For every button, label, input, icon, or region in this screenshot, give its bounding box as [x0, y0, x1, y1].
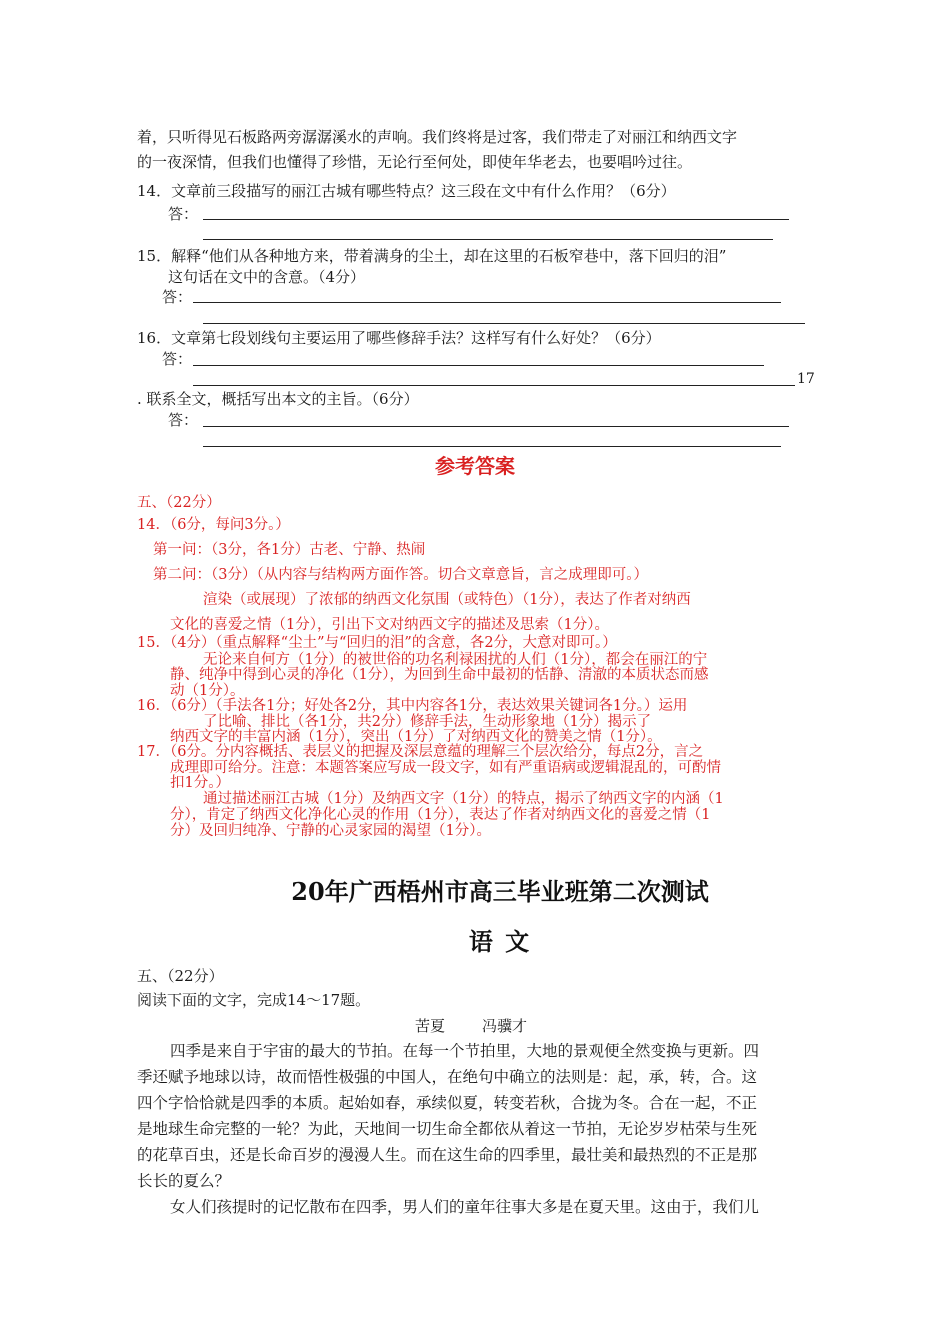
answer-16-text: 纳西文字的丰富内涵（1分），突出（1分）了对纳西文化的赞美之情（1分）。 [170, 729, 662, 745]
exam-title: 20年广西梧州市高三毕业班第二次测试 [291, 877, 709, 906]
answer-line[interactable] [203, 239, 773, 240]
answer-14-q2-text: 文化的喜爱之情（1分），引出下文对纳西文字的描述及思索（1分）。 [170, 617, 609, 633]
exam-subject: 语 文 [468, 927, 532, 956]
section-label: 五、（22分） [137, 967, 224, 985]
answer-label: 答： [162, 288, 193, 306]
passage-line: 的一夜深情，但我们也懂得了珍惜，无论行至何处，即使年华老去，也要唱吟过往。 [137, 153, 693, 171]
article-paragraph: 的花草百虫，还是长命百岁的漫漫人生。而在这生命的四季里，最壮美和最热烈的不正是那 [137, 1146, 758, 1164]
article-paragraph: 四季是来自于宇宙的最大的节拍。在每一个节拍里，大地的景观便全然变换与更新。四 [170, 1042, 760, 1060]
article-paragraph: 季还赋予地球以诗，故而悟性极强的中国人，在绝句中确立的法则是：起，承，转，合。这 [137, 1068, 758, 1086]
answer-15-text: 静、纯净中得到心灵的净化（1分），为回到生命中最初的恬静、清澈的本质状态而感 [170, 667, 709, 683]
answer-line[interactable] [193, 365, 764, 366]
answer-17-text: 分）及回归纯净、宁静的心灵家园的渴望（1分）。 [170, 823, 491, 839]
article-paragraph: 长长的夏么？ [137, 1172, 231, 1190]
answer-14-head: 14．（6分，每问3分。） [137, 517, 290, 533]
answers-section: 五、（22分） [137, 495, 221, 511]
answer-line[interactable] [193, 385, 795, 386]
article-paragraph: 女人们孩提时的记忆散布在四季，男人们的童年往事大多是在夏天里。这由于，我们儿 [170, 1198, 760, 1216]
answer-14-q2-text: 渲染（或展现）了浓郁的纳西文化氛围（或特色）（1分），表达了作者对纳西 [203, 592, 691, 608]
article-author: 冯骥才 [482, 1017, 528, 1035]
article-paragraph: 是地球生命完整的一轮？为此，天地间一切生命全都依从着这一节拍，无论岁岁枯荣与生死 [137, 1120, 758, 1138]
answer-17-text: 分），肯定了纳西文化净化心灵的作用（1分），表达了作者对纳西文化的喜爱之情（1 [170, 807, 711, 823]
answer-line[interactable] [203, 426, 789, 427]
answer-line[interactable] [203, 323, 805, 324]
answer-17-text: 通过描述丽江古城（1分）及纳西文字（1分）的特点，揭示了纳西文字的内涵（1 [203, 791, 724, 807]
passage-line: 着，只听得见石板路两旁潺潺溪水的声响。我们终将是过客，我们带走了对丽江和纳西文字 [137, 128, 738, 146]
answer-14-q1: 第一问：（3分，各1分）古老、宁静、热闹 [153, 542, 426, 558]
article-paragraph: 四个字恰恰就是四季的本质。起始如春，承续似夏，转变若秋，合拢为冬。合在一起，不正 [137, 1094, 758, 1112]
article-title: 苦夏 [415, 1017, 446, 1035]
answer-line[interactable] [193, 302, 781, 303]
question-15: 15．解释“他们从各种地方来，带着满身的尘土，却在这里的石板窄巷中，落下回归的泪” [137, 247, 727, 265]
answer-16-head: 16．（6分）（手法各1分；好处各2分，其中内容各1分，表达效果关键词各1分。）运用 [137, 698, 688, 714]
answer-line[interactable] [203, 446, 781, 447]
answer-16-text: 了比喻、排比（各1分，共2分）修辞手法，生动形象地（1分）揭示了 [203, 714, 652, 730]
answer-15-text: 无论来自何方（1分）的被世俗的功名利禄困扰的人们（1分），都会在丽江的宁 [203, 652, 708, 668]
answers-heading: 参考答案 [435, 454, 515, 478]
question-16: 16．文章第七段划线句主要运用了哪些修辞手法？这样写有什么好处？（6分） [137, 329, 661, 347]
question-14: 14．文章前三段描写的丽江古城有哪些特点？这三段在文中有什么作用？（6分） [137, 182, 676, 200]
answer-17-head: 17．（6分。分内容概括、表层义的把握及深层意蕴的理解三个层次给分，每点2分，言之 [137, 744, 704, 760]
answer-line[interactable] [203, 219, 789, 220]
question-15-cont: 这句话在文中的含意。（4分） [168, 268, 366, 286]
answer-15-head: 15．（4分）（重点解释“尘土”与“回归的泪”的含意，各2分，大意对即可。） [137, 635, 617, 651]
instruction: 阅读下面的文字，完成14～17题。 [137, 991, 371, 1009]
answer-15-text: 动（1分）。 [170, 683, 245, 699]
answer-label: 答： [168, 205, 199, 223]
answer-label: 答： [162, 350, 193, 368]
answer-17-text: 扣1分。） [170, 775, 230, 791]
answer-17-text: 成理即可给分。注意：本题答案应写成一段文字，如有严重语病或逻辑混乱的，可酌情 [170, 760, 721, 776]
answer-14-q2: 第二问：（3分）（从内容与结构两方面作答。切合文章意旨，言之成理即可。） [153, 567, 648, 583]
question-17: . 联系全文，概括写出本文的主旨。（6分） [137, 390, 419, 408]
question-17-number: 17 [797, 371, 815, 387]
answer-label: 答： [168, 411, 199, 429]
